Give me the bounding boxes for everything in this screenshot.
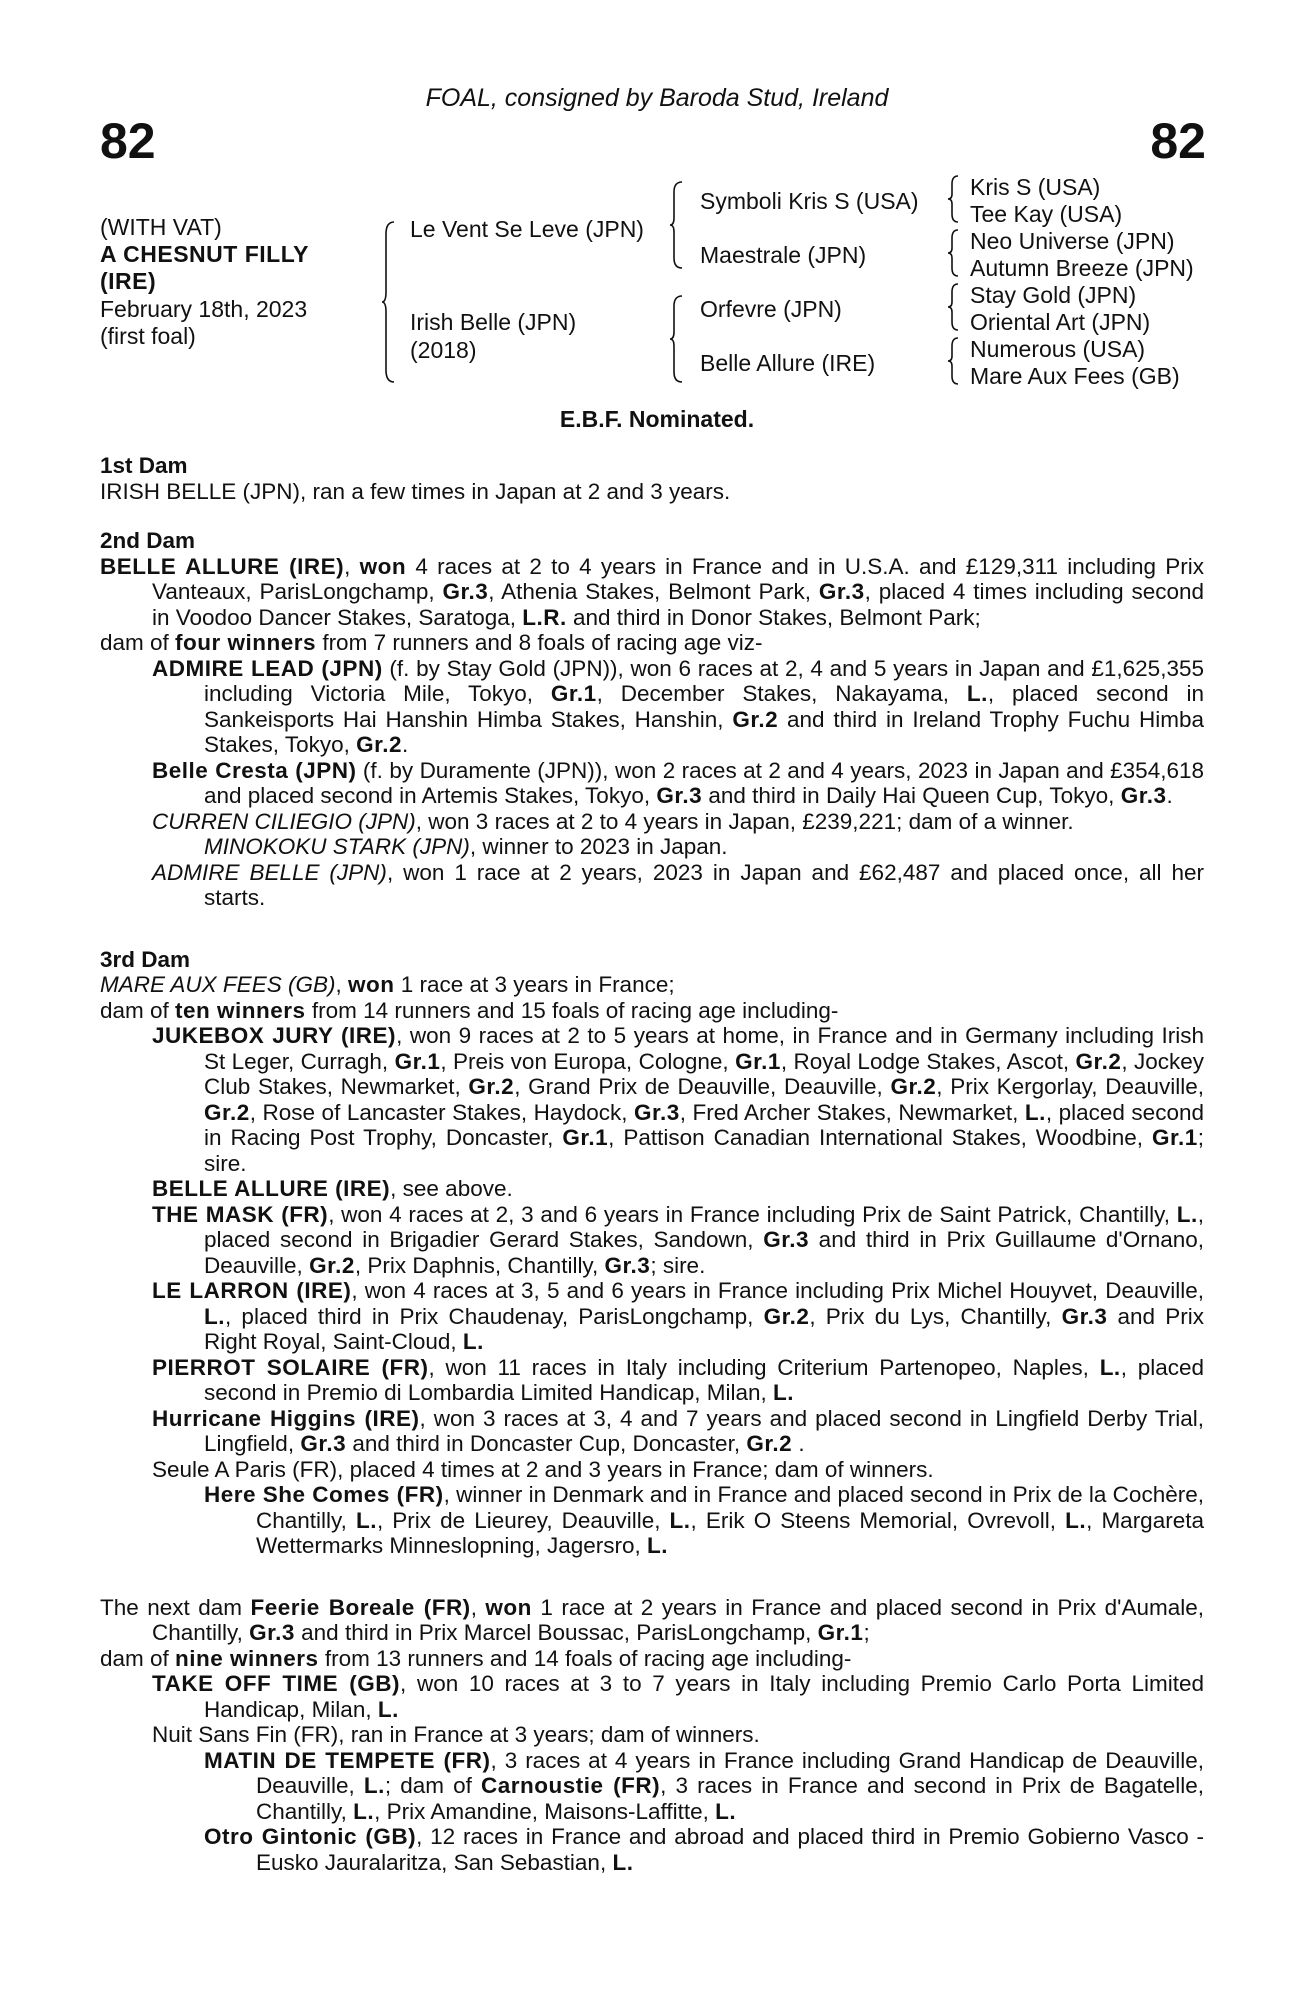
brace-g3-1 (948, 176, 960, 222)
brace-sire (670, 182, 684, 268)
dam-dam: Belle Allure (IRE) (700, 350, 876, 376)
g3-1: Kris S (USA) (970, 174, 1101, 200)
brace-g3-2 (948, 230, 960, 276)
g3-5: Stay Gold (JPN) (970, 282, 1137, 308)
g3-3: Neo Universe (JPN) (970, 228, 1175, 254)
g3-8: Mare Aux Fees (GB) (970, 363, 1180, 389)
produce-matin-de-tempete: MATIN DE TEMPETE (FR), 3 races at 4 years in France including Grand Handicap de Deauville, Deauville, L.; dam of Carnoustie (FR), 3 races in France and second in Prix de Bagatelle, Chantilly, L., Prix Amandine, Maisons-Laffitte, L. (204, 1747, 1204, 1824)
foal-country: (IRE) (100, 268, 157, 294)
foal-date: February 18th, 2023 (100, 296, 308, 322)
brace-g3-3 (948, 284, 960, 330)
sire-dam: Maestrale (JPN) (700, 242, 867, 268)
next-dam-record: The next dam Feerie Boreale (FR), won 1 race at 2 years in France and placed second in Prix d'Aumale, Chantilly, Gr.3 and third in Prix Marcel Boussac, ParisLongchamp, Gr.1; (100, 1594, 1204, 1645)
next-dam-produce-summary: dam of nine winners from 13 runners and 14 foals of racing age including- (100, 1645, 852, 1671)
dam: Irish Belle (JPN) (410, 309, 577, 335)
brace-dam (670, 296, 684, 382)
second-dam-record: BELLE ALLURE (IRE), won 4 races at 2 to 4 years in France and in U.S.A. and £129,311 including Prix Vanteaux, ParisLongchamp, Gr.3, Athenia Stakes, Belmont Park, Gr.3, placed 4 times including second in Voodoo Dancer Stakes, Saratoga, L.R. and third in Donor Stakes, Belmont Park; (100, 553, 1204, 630)
dam-year: (2018) (410, 337, 477, 363)
sire: Le Vent Se Leve (JPN) (410, 216, 644, 242)
produce-nuit-sans-fin: Nuit Sans Fin (FR), ran in France at 3 years; dam of winners. (152, 1722, 760, 1747)
produce-take-off-time: TAKE OFF TIME (GB), won 10 races at 3 to 7 years in Italy including Premio Carlo Porta Limited Handicap, Milan, L. (152, 1671, 1204, 1722)
produce-belle-allure: BELLE ALLURE (IRE), see above. (152, 1176, 513, 1201)
g3-4: Autumn Breeze (JPN) (970, 255, 1194, 281)
third-dam-heading: 3rd Dam (100, 946, 191, 972)
g3-2: Tee Kay (USA) (970, 201, 1123, 227)
produce-minokoku-stark: MINOKOKU STARK (JPN), winner to 2023 in Japan. (204, 834, 728, 859)
produce-seule-a-paris: Seule A Paris (FR), placed 4 times at 2 and 3 years in France; dam of winners. (152, 1456, 934, 1482)
third-dam-record: MARE AUX FEES (GB), won 1 race at 3 years in France; (100, 972, 675, 997)
produce-here-she-comes: Here She Comes (FR), winner in Denmark and in France and placed second in Prix de la Cochère, Chantilly, L., Prix de Lieurey, Deauville, L., Erik O Steens Memorial, Ovrevoll, L., Margareta Wettermarks Minneslopning, Jagersro, L. (204, 1482, 1204, 1558)
produce-jukebox-jury: JUKEBOX JURY (IRE), won 9 races at 2 to 5 years at home, in France and in Germany including Irish St Leger, Curragh, Gr.1, Preis von Europa, Cologne, Gr.1, Royal Lodge Stakes, Ascot, Gr.2, Jockey Club Stakes, Newmarket, Gr.2, Grand Prix de Deauville, Deauville, Gr.2, Prix Kergorlay, Deauville, Gr.2, Rose of Lancaster Stakes, Haydock, Gr.3, Fred Archer Stakes, Newmarket, L., placed second in Racing Post Trophy, Doncaster, Gr.1, Pattison Canadian International Stakes, Woodbine, Gr.1; sire. (152, 1023, 1205, 1176)
second-dam-produce-summary: dam of four winners from 7 runners and 8 foals of racing age viz- (100, 630, 763, 655)
first-dam-heading: 1st Dam (100, 453, 188, 478)
brace-foal (382, 222, 396, 382)
produce-otro-gintonic: Otro Gintonic (GB), 12 races in France and abroad and placed third in Premio Gobierno Vasco - Eusko Jauralaritza, San Sebastian, L. (204, 1824, 1204, 1875)
g3-6: Oriental Art (JPN) (970, 309, 1151, 335)
produce-le-larron: LE LARRON (IRE), won 4 races at 3, 5 and 6 years in France including Prix Michel Houyvet, Deauville, L., placed third in Prix Chaudenay, ParisLongchamp, Gr.2, Prix du Lys, Chantilly, Gr.3 and Prix Right Royal, Saint-Cloud, L. (152, 1278, 1204, 1354)
produce-pierrot-solaire: PIERROT SOLAIRE (FR), won 11 races in Italy including Criterium Partenopeo, Naples, L., placed second in Premio di Lombardia Limited Handicap, Milan, L. (152, 1354, 1204, 1405)
consignment-line: FOAL, consigned by Baroda Stud, Ireland (425, 84, 889, 112)
g3-7: Numerous (USA) (970, 336, 1146, 362)
catalogue-body (100, 453, 1204, 1875)
foal-note: (first foal) (100, 323, 196, 349)
produce-admire-belle: ADMIRE BELLE (JPN), won 1 race at 2 years, 2023 in Japan and £62,487 and placed once, all her starts. (152, 859, 1204, 910)
lot-number-right: 82 (1150, 113, 1206, 169)
produce-the-mask: THE MASK (FR), won 4 races at 2, 3 and 6 years in France including Prix de Saint Patrick, Chantilly, L., placed second in Brigadier Gerard Stakes, Sandown, Gr.3 and third in Prix Guillaume d'Ornano, Deauville, Gr.2, Prix Daphnis, Chantilly, Gr.3; sire. (152, 1201, 1204, 1278)
produce-admire-lead: ADMIRE LEAD (JPN) (f. by Stay Gold (JPN)), won 6 races at 2, 4 and 5 years in Japan and £1,625,355 including Victoria Mile, Tokyo, Gr.1, December Stakes, Nakayama, L., placed second in Sankeisports Hai Hanshin Himba Stakes, Hanshin, Gr.2 and third in Ireland Trophy Fuchu Himba Stakes, Tokyo, Gr.2. (152, 655, 1204, 757)
dam-sire: Orfevre (JPN) (700, 296, 842, 322)
foal-description: A CHESNUT FILLY (100, 241, 309, 267)
vat-note: (WITH VAT) (100, 214, 222, 240)
produce-belle-cresta: Belle Cresta (JPN) (f. by Duramente (JPN)), won 2 races at 2 and 4 years, 2023 in Japan and £354,618 and placed second in Artemis Stakes, Tokyo, Gr.3 and third in Daily Hai Queen Cup, Tokyo, Gr.3. (152, 757, 1205, 808)
third-dam-produce-summary: dam of ten winners from 14 runners and 15 foals of racing age including- (100, 997, 839, 1023)
ebf-nomination: E.B.F. Nominated. (559, 406, 755, 432)
second-dam-heading: 2nd Dam (100, 528, 196, 553)
lot-number-left: 82 (100, 113, 156, 169)
first-dam-text: IRISH BELLE (JPN), ran a few times in Japan at 2 and 3 years. (100, 478, 731, 504)
sire-sire: Symboli Kris S (USA) (700, 188, 919, 214)
produce-hurricane-higgins: Hurricane Higgins (IRE), won 3 races at 3, 4 and 7 years and placed second in Lingfield Derby Trial, Lingfield, Gr.3 and third in Doncaster Cup, Doncaster, Gr.2 . (152, 1405, 1204, 1456)
brace-g3-4 (948, 338, 960, 384)
produce-curren-ciliegio: CURREN CILIEGIO (JPN), won 3 races at 2 to 4 years in Japan, £239,221; dam of a winner. (152, 808, 1074, 834)
